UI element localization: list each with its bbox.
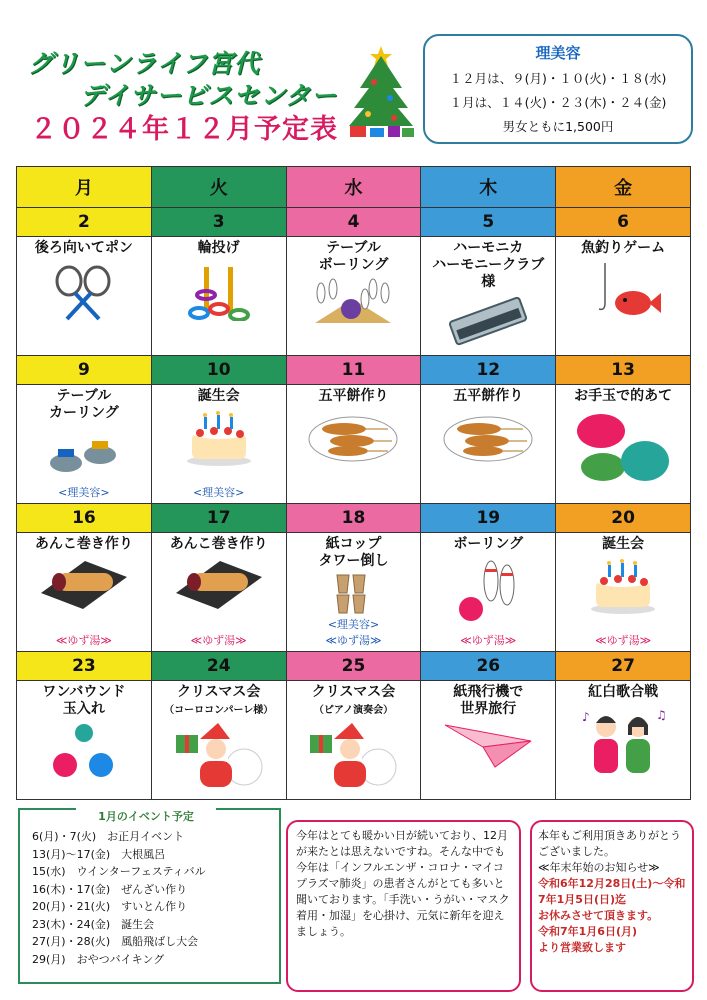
santa-icon	[308, 721, 398, 795]
day-cell	[17, 385, 152, 504]
event-item: 16(木)・17(金) ぜんざい作り	[32, 882, 188, 896]
day-number: 26	[421, 652, 556, 681]
activity-title: 誕生会	[197, 388, 240, 404]
event-item: 29(月) おやつバイキング	[32, 952, 165, 966]
day-cell	[556, 533, 691, 652]
calendar-table	[16, 166, 691, 800]
day-cell	[286, 385, 421, 504]
day-number: 5	[421, 208, 556, 237]
day-cell	[151, 533, 286, 652]
date-row	[17, 504, 691, 533]
activity-title: テーブル ボーリング	[318, 240, 389, 273]
day-number: 24	[151, 652, 286, 681]
activity-title: テーブル カーリング	[49, 388, 119, 421]
day-cell	[17, 533, 152, 652]
event-item: 6(月)・7(火) お正月イベント	[32, 830, 185, 843]
day-cell	[556, 385, 691, 504]
date-row	[17, 356, 691, 385]
activity-title: 輪投げ	[197, 240, 240, 256]
svg-text:♫: ♫	[656, 708, 667, 722]
day-number: 23	[17, 652, 152, 681]
activity-title: 紅白歌合戦	[588, 684, 659, 700]
singers-icon	[578, 707, 668, 783]
day-note: <理美容>	[192, 486, 245, 499]
activity-row	[17, 385, 691, 504]
activity-title: 魚釣りゲーム	[581, 240, 666, 256]
event-item: 13(月)～17(金) 大根風呂	[32, 847, 166, 861]
event-item: 15(水) ウインターフェスティバル	[32, 865, 206, 878]
weekday-fri: 金	[556, 167, 691, 208]
activity-title: ワンバウンド 玉入れ	[42, 684, 126, 717]
day-cell	[421, 533, 556, 652]
day-note: ≪ゆず湯≫	[460, 634, 517, 647]
barber-january: １月は、１４(火)・２３(木)・２４(金)	[449, 95, 667, 110]
notice-reopen-date: 令和7年1月6日(月)	[538, 925, 638, 938]
event-item: 20(月)・21(火) すいとん作り	[32, 900, 188, 913]
day-number: 3	[151, 208, 286, 237]
barber-title: 理美容	[535, 44, 581, 62]
day-cell	[17, 681, 152, 800]
notice-closed-text: お休みさせて頂きます。	[538, 909, 659, 922]
bowling-pins-icon	[303, 277, 403, 331]
activity-title: 五平餅作り	[453, 388, 524, 404]
events-title: 1月のイベント予定	[76, 808, 216, 824]
day-number: 6	[556, 208, 691, 237]
bowling-icon	[453, 559, 523, 627]
paper-cups-icon	[333, 573, 373, 619]
day-note: <理美容> ≪ゆず湯≫	[325, 618, 382, 647]
day-cell	[421, 237, 556, 356]
day-cell	[151, 237, 286, 356]
date-row	[17, 208, 691, 237]
barber-info-box	[423, 34, 693, 144]
activity-title: クリスマス会	[311, 684, 396, 700]
paper-plane-icon	[443, 721, 533, 775]
day-cell	[421, 681, 556, 800]
day-number: 10	[151, 356, 286, 385]
day-cell	[286, 681, 421, 800]
day-note: ≪ゆず湯≫	[595, 634, 652, 647]
gohei-mochi-icon	[443, 411, 533, 467]
center-name-line1: グリーンライフ宮代	[28, 49, 261, 78]
badminton-rackets-icon	[49, 263, 119, 325]
weekday-mon: 月	[17, 167, 152, 208]
january-events-box	[18, 808, 281, 984]
activity-title: 誕生会	[602, 536, 645, 552]
svg-text:♪: ♪	[582, 710, 590, 724]
notice-heading: ≪年末年始のお知らせ≫	[538, 861, 660, 874]
day-cell	[421, 385, 556, 504]
day-cell	[286, 533, 421, 652]
activity-title: お手玉で的あて	[574, 388, 673, 404]
birthday-cake-icon	[588, 559, 658, 619]
event-item: 27(月)・28(火) 風船飛ばし大会	[32, 935, 199, 948]
day-cell	[286, 237, 421, 356]
fishing-game-icon	[583, 263, 663, 327]
event-item: 23(木)・24(金) 誕生会	[32, 917, 155, 931]
birthday-cake-icon	[184, 411, 254, 471]
day-note: <理美容>	[58, 486, 110, 499]
activity-title: 後ろ向いてポン	[34, 240, 133, 256]
activity-title: 紙飛行機で 世界旅行	[453, 684, 524, 717]
day-number: 4	[286, 208, 421, 237]
day-number: 27	[556, 652, 691, 681]
gohei-mochi-icon	[308, 411, 398, 467]
activity-title: ボーリング	[453, 536, 524, 552]
balls-icon	[49, 721, 119, 787]
day-number: 17	[151, 504, 286, 533]
notice-thanks: 本年もご利用頂きありがとうございました。	[538, 829, 681, 858]
events-list	[20, 810, 279, 968]
activity-row	[17, 681, 691, 800]
day-number: 2	[17, 208, 152, 237]
barber-december: １２月は、９(月)・１０(火)・１８(水)	[449, 71, 667, 86]
health-message-text: 今年はとても暖かい日が続いており、12月が来たとは思えないですね。そんな中でも今年は「インフルエンザ・コロナ・マイコプラズマ肺炎」の患者さんがとても多いと聞いております。「手洗い・うがい・マスク着用・加湿」を心掛け、元気に新年を迎えましょう。	[296, 829, 510, 938]
weekday-wed: 水	[286, 167, 421, 208]
year-end-notice-box	[530, 820, 694, 992]
barber-price: 男女ともに1,500円	[502, 119, 614, 134]
day-cell	[556, 681, 691, 800]
curling-stone-icon	[46, 425, 122, 479]
activity-row	[17, 237, 691, 356]
activity-title: あんこ巻き作り	[34, 536, 133, 552]
activity-title: 紙コップ タワー倒し	[318, 536, 389, 569]
schedule-title: ２０２４年１２月予定表	[30, 114, 338, 145]
day-cell	[151, 681, 286, 800]
date-row	[17, 652, 691, 681]
activity-row	[17, 533, 691, 652]
activity-title: ハーモニカ ハーモニークラブ 様	[432, 240, 545, 290]
day-cell	[151, 385, 286, 504]
day-number: 25	[286, 652, 421, 681]
notice-reopen-text: より営業致します	[538, 941, 626, 954]
day-number: 11	[286, 356, 421, 385]
day-number: 13	[556, 356, 691, 385]
weekday-tue: 火	[151, 167, 286, 208]
harmonica-icon	[443, 291, 533, 355]
anko-roll-icon	[174, 559, 264, 615]
day-number: 18	[286, 504, 421, 533]
day-number: 16	[17, 504, 152, 533]
activity-title: 五平餅作り	[318, 388, 389, 404]
weekday-thu: 木	[421, 167, 556, 208]
day-number: 19	[421, 504, 556, 533]
activity-guest: （コーロコンパーレ様）	[164, 705, 274, 716]
weekday-header-row	[17, 167, 691, 208]
day-number: 20	[556, 504, 691, 533]
beanbags-icon	[573, 411, 673, 495]
day-cell	[17, 237, 152, 356]
day-note: ≪ゆず湯≫	[190, 634, 247, 647]
day-number: 9	[17, 356, 152, 385]
anko-roll-icon	[39, 559, 129, 615]
health-message-box	[286, 820, 521, 992]
activity-title: あんこ巻き作り	[169, 536, 268, 552]
center-name-line2: デイサービスセンター	[80, 81, 338, 110]
activity-title: クリスマス会	[176, 684, 261, 700]
christmas-tree-icon	[346, 42, 416, 138]
notice-closed-dates: 令和6年12月28日(土)～令和7年1月5日(日)迄	[538, 877, 686, 906]
activity-guest: （ピアノ演奏会）	[313, 705, 394, 716]
day-note: ≪ゆず湯≫	[55, 634, 112, 647]
ring-toss-icon	[184, 263, 254, 325]
day-number: 12	[421, 356, 556, 385]
santa-icon	[174, 721, 264, 795]
day-cell	[556, 237, 691, 356]
